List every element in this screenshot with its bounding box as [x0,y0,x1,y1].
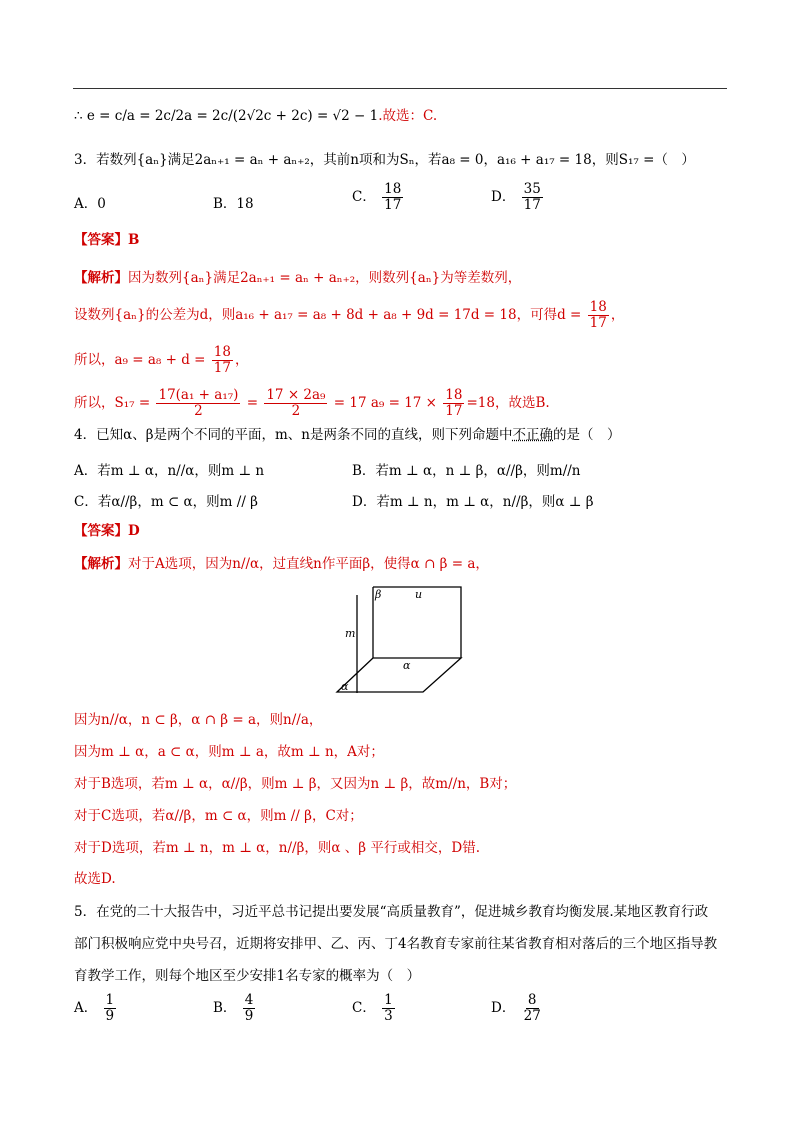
q5-option-a[interactable]: A． $\frac{1}{9}$ [74,992,115,1024]
q4-option-b[interactable]: B．若m ⊥ α，n ⊥ β，α//β，则m//n [352,463,581,479]
q5-option-d[interactable]: D． $\frac{8}{27}$ [491,992,541,1024]
q5-stem-3: 育教学工作，则每个地区至少安排1名专家的概率为（ ） [74,968,421,984]
q3-s17-fraction-3: $\frac{18}{17}$ [445,387,463,419]
label-m: m [345,627,356,640]
label-beta: β [375,588,382,601]
label-alpha: α [341,680,349,693]
q3-analysis-3: 所以，a₉ = a₈ + d = $\frac{18}{17}$ ， [74,344,249,376]
q5-stem-1: 5．在党的二十大报告中，习近平总书记提出要发展“高质量教育”，促进城乡教育均衡发展.某地区教育行政 [74,904,709,920]
q3-option-d[interactable]: D． $\frac{35}{17}$ [491,181,541,213]
header-rule [73,88,727,89]
q5-stem-2: 部门积极响应党中央号召，近期将安排甲、乙、丙、丁4名教育专家前往某省教育相对落后的三个地区指导教 [74,936,718,952]
q4-answer: 【答案】D [74,523,140,539]
q4-option-a[interactable]: A．若m ⊥ α，n//α，则m ⊥ n [74,463,265,479]
q5-option-b-fraction: $\frac{4}{9}$ [244,992,254,1024]
q5-option-d-fraction: $\frac{8}{27}$ [523,992,541,1024]
q4-analysis-first: 【解析】对于A选项，因为n//α，过直线n作平面β，使得α ∩ β = a， [74,556,489,572]
q3-answer: 【答案】B [74,232,140,248]
q4-option-d[interactable]: D．若m ⊥ n，m ⊥ α，n//β，则α ⊥ β [352,494,594,510]
prev-solution-formula: ∴ e = c/a = 2c/2a = 2c/(2√2c + 2c) = √2 − 1 [74,108,379,124]
q3-s17-fraction-1: $\frac{\text{17(a₁ + a₁₇)}}{2}$ [158,387,239,419]
q3-option-b[interactable]: B．18 [213,196,254,212]
label-u: u [415,588,423,601]
q4-analysis-6: 故选D. [74,871,116,887]
q5-option-c[interactable]: C． $\frac{1}{3}$ [352,992,393,1024]
prev-solution-choice: .故选：C. [378,108,438,124]
q4-analysis-1: 因为n//α，n ⊂ β，α ∩ β = a，则n//a， [74,712,323,728]
q4-analysis-3: 对于B选项，若m ⊥ α，α//β，则m ⊥ β，又因为n ⊥ β，故m//n，B对； [74,776,517,792]
q4-stem-emphasis: 不正确 [512,427,554,443]
q4-analysis-2: 因为m ⊥ α，a ⊂ α，则m ⊥ a，故m ⊥ n，A对； [74,744,384,760]
q5-option-c-fraction: $\frac{1}{3}$ [384,992,393,1024]
q5-option-a-fraction: $\frac{1}{9}$ [105,992,115,1024]
q4-stem: 4．已知α、β是两个不同的平面，m、n是两条不同的直线，则下列命题中不正确的是（ ） [74,427,621,443]
q5-option-b[interactable]: B． $\frac{4}{9}$ [213,992,254,1024]
q3-option-a[interactable]: A．0 [74,196,106,212]
q3-stem: 3．若数列{aₙ}满足2aₙ₊₁ = aₙ + aₙ₊₂，其前n项和为Sₙ，若a₈ = 0，a₁₆ + a₁₇ = 18，则S₁₇ =（ ） [74,152,695,168]
q3-option-c-fraction: $\frac{18}{17}$ [384,181,402,213]
q4-analysis-5: 对于D选项，若m ⊥ n，m ⊥ α，n//β，则α 、β 平行或相交，D错. [74,840,481,856]
q3-analysis-1: 【解析】因为数列{aₙ}满足2aₙ₊₁ = aₙ + aₙ₊₂，则数列{aₙ}为等差数列， [74,270,522,286]
q3-option-d-fraction: $\frac{35}{17}$ [523,181,541,213]
q3-d-fraction: $\frac{18}{17}$ [589,299,607,331]
q4-option-c[interactable]: C．若α//β，m ⊂ α，则m // β [74,494,258,510]
label-a: α [403,659,411,672]
q3-a9-fraction: $\frac{18}{17}$ [213,344,231,376]
plane-alpha [337,658,461,692]
q3-analysis-2: 设数列{aₙ}的公差为d，则a₁₆ + a₁₇ = a₈ + 8d + a₈ + 9d = 17d = 18，可得d = $\frac{18}{17}$ ， [74,299,625,331]
q4-analysis-4: 对于C选项，若α//β，m ⊂ α，则m // β，C对； [74,808,363,824]
prev-solution-line [74,106,437,126]
plane-figure [335,585,465,697]
q3-option-c[interactable]: C． $\frac{18}{17}$ [352,181,402,213]
q3-s17-fraction-2: $\frac{\text{17 × 2a₉}}{2}$ [266,387,326,419]
q3-analysis-4: 所以，S₁₇ = $\frac{\text{17(a₁ + a₁₇)}}{2}$ = $\frac{\text{17 × 2a₉}}{2}$ = 17 a₉ = 17 × $\frac{18}{17}$ =18，故选B. [74,387,550,419]
